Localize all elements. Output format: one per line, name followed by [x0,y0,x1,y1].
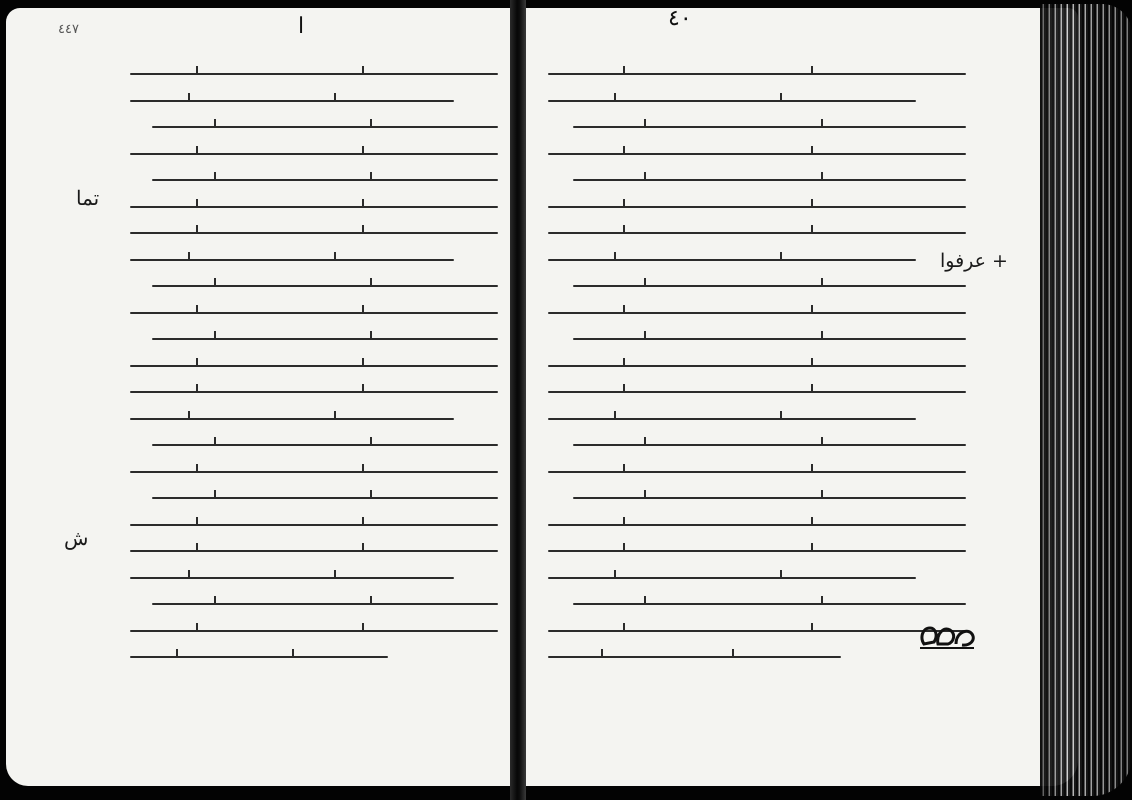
left-page-text-block [130,60,498,670]
left-manuscript-line [130,166,498,193]
right-manuscript-line [548,484,966,511]
left-manuscript-line [130,431,498,458]
left-manuscript-line [130,617,498,644]
right-manuscript-line [548,511,966,538]
left-manuscript-line-ink [130,524,498,526]
right-manuscript-line-ink [548,577,916,579]
right-manuscript-line [548,643,966,670]
left-manuscript-line-ink [130,577,454,579]
right-manuscript-line-ink [548,73,966,75]
left-manuscript-line [130,564,498,591]
left-manuscript-line [130,537,498,564]
left-manuscript-line-ink [152,444,498,446]
left-manuscript-line [130,60,498,87]
right-manuscript-line-ink [573,285,966,287]
left-manuscript-line [130,193,498,220]
left-manuscript-line-ink [130,153,498,155]
right-manuscript-line-ink [573,126,966,128]
left-manuscript-line [130,272,498,299]
right-manuscript-line [548,378,966,405]
left-manuscript-line-ink [130,471,498,473]
left-manuscript-line-ink [130,312,498,314]
right-manuscript-line-ink [548,656,841,658]
left-manuscript-line-ink [130,550,498,552]
right-manuscript-line [548,405,966,432]
left-manuscript-line [130,87,498,114]
right-manuscript-line [548,352,966,379]
right-manuscript-line [548,299,966,326]
left-manuscript-line-ink [152,603,498,605]
right-manuscript-line [548,564,966,591]
left-page-header-mark: ا [298,14,305,39]
right-manuscript-line [548,60,966,87]
left-manuscript-line-ink [130,232,498,234]
left-manuscript-line [130,511,498,538]
right-manuscript-line-ink [573,497,966,499]
left-manuscript-line-ink [152,179,498,181]
right-manuscript-line-ink [548,418,916,420]
right-manuscript-line [548,272,966,299]
left-manuscript-line-ink [130,391,498,393]
right-manuscript-line-ink [548,550,966,552]
left-manuscript-line-ink [152,126,498,128]
right-page-text-block [548,60,966,670]
right-manuscript-line-ink [573,444,966,446]
right-manuscript-line [548,537,966,564]
right-manuscript-line [548,458,966,485]
left-manuscript-line [130,113,498,140]
right-manuscript-line-ink [548,232,966,234]
right-manuscript-line [548,246,966,273]
fore-edge-shadow [1040,4,1132,796]
left-manuscript-line [130,299,498,326]
margin-note-right: + عرفوا [940,250,1008,272]
left-manuscript-line-ink [130,365,498,367]
left-manuscript-line [130,405,498,432]
left-manuscript-line [130,140,498,167]
left-manuscript-line-ink [152,338,498,340]
ink-seal-mark [916,618,978,652]
right-manuscript-line-ink [548,153,966,155]
right-manuscript-line [548,87,966,114]
left-manuscript-line-ink [130,259,454,261]
left-manuscript-line-ink [130,656,388,658]
left-manuscript-line [130,378,498,405]
right-manuscript-line-ink [548,100,916,102]
right-manuscript-line-ink [548,391,966,393]
left-manuscript-line [130,458,498,485]
left-manuscript-line-ink [130,630,498,632]
left-manuscript-line-ink [130,100,454,102]
right-manuscript-line-ink [548,259,916,261]
right-manuscript-line [548,617,966,644]
right-manuscript-line-ink [548,312,966,314]
left-manuscript-line-ink [130,73,498,75]
left-manuscript-line-ink [152,497,498,499]
right-manuscript-line-ink [548,365,966,367]
left-manuscript-line [130,325,498,352]
right-manuscript-line [548,113,966,140]
left-manuscript-line [130,219,498,246]
margin-note-left-lower: ش [64,526,89,550]
right-manuscript-line [548,431,966,458]
right-manuscript-line-ink [548,524,966,526]
right-manuscript-line [548,590,966,617]
left-manuscript-line [130,484,498,511]
right-manuscript-line-ink [573,603,966,605]
left-manuscript-line-ink [130,206,498,208]
right-manuscript-line [548,140,966,167]
book-gutter [510,0,526,800]
right-manuscript-line [548,325,966,352]
left-manuscript-line-ink [130,418,454,420]
left-manuscript-line [130,352,498,379]
left-manuscript-line [130,590,498,617]
right-manuscript-line-ink [548,206,966,208]
margin-note-left-upper: تما [76,186,100,210]
right-manuscript-line [548,193,966,220]
right-manuscript-line-ink [548,630,966,632]
right-manuscript-line [548,219,966,246]
right-manuscript-line [548,166,966,193]
left-manuscript-line [130,246,498,273]
right-manuscript-line-ink [573,338,966,340]
right-manuscript-line-ink [548,471,966,473]
folio-number: ٤٤٧ [58,22,79,37]
right-manuscript-line-ink [573,179,966,181]
left-manuscript-line [130,643,498,670]
left-manuscript-line-ink [152,285,498,287]
right-page-header-mark: ٤٠ [668,6,692,31]
